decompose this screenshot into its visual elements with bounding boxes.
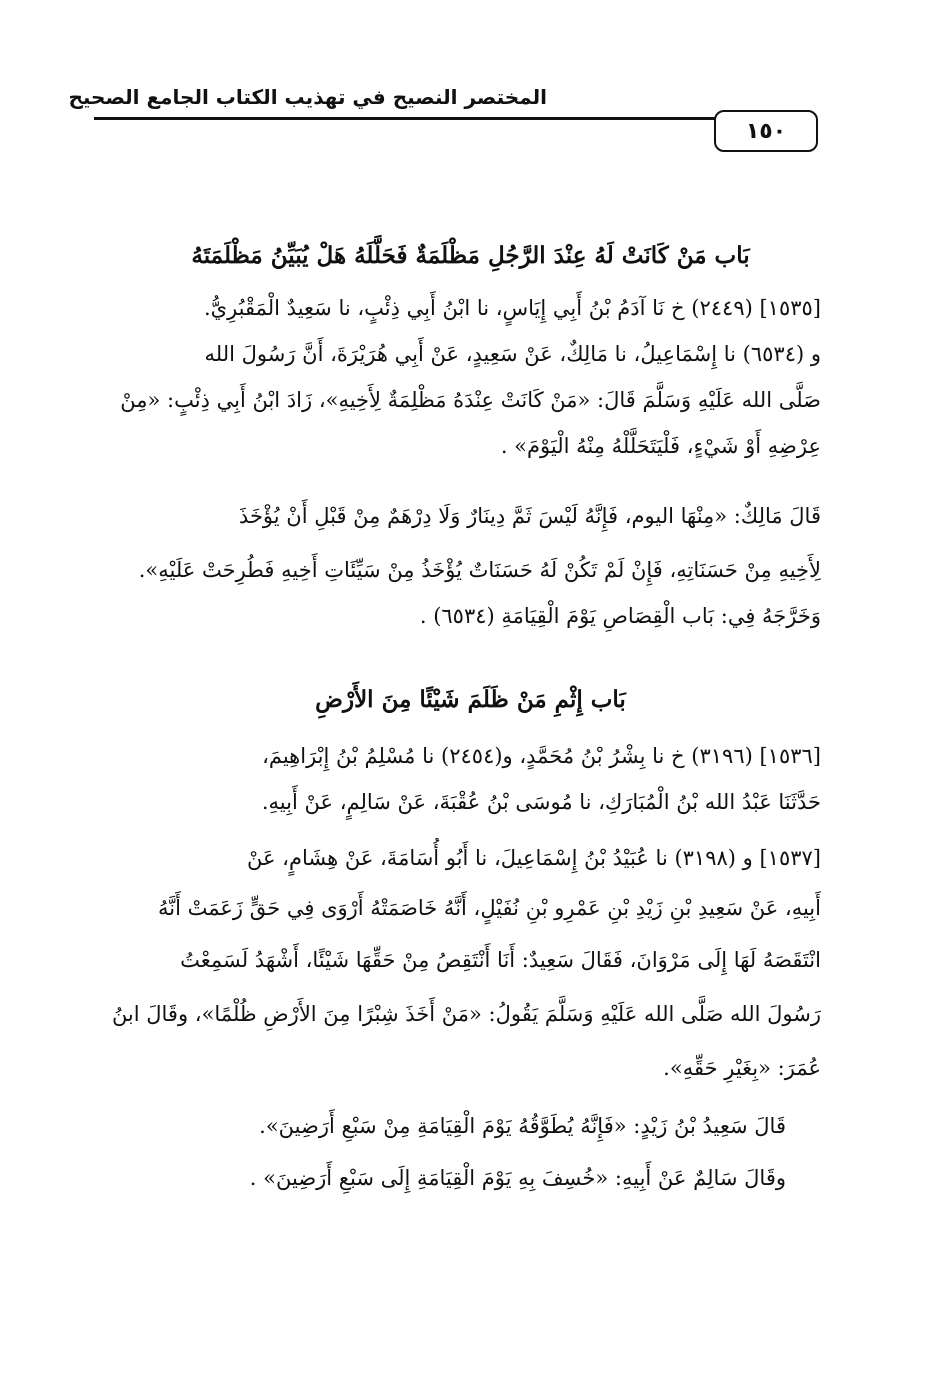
hadith-line: وقَالَ سَالِمٌ عَنْ أَبِيهِ: «خُسِفَ بِهِ يَوْمَ الْقِيَامَةِ إِلَى سَبْعِ أَرَضِينَ» .: [249, 1166, 786, 1190]
hadith-line: انْتَقَصَهُ لَهَا إِلَى مَرْوَانَ، فَقَالَ سَعِيدٌ: أَنَا أَنْتَقِصُ مِنْ حَقِّهَا شَيْئًا، أَشْهَدُ لَسَمِعْتُ: [180, 948, 821, 972]
header-rule: [94, 117, 716, 120]
hadith-line: وَخَرَّجَهُ فِي: بَاب الْقِصَاصِ يَوْمَ الْقِيَامَةِ (٦٥٣٤) .: [419, 604, 821, 628]
hadith-line: صَلَّى الله عَلَيْهِ وَسَلَّمَ قَالَ: «مَنْ كَانَتْ عِنْدَهُ مَظْلِمَةٌ لِأَخِيهِ»، زَادَ ابْنُ أَبِي ذِئْبٍ: «مِنْ: [120, 388, 821, 412]
hadith-line: [١٥٣٥] (٢٤٤٩) خ نَا آدَمُ بْنُ أَبِي إِيَاسٍ، نا ابْنُ أَبِي ذِئْبٍ، نا سَعِيدٌ الْمَقْبُرِيُّ.: [203, 296, 821, 320]
hadith-line: [١٥٣٦] (٣١٩٦) خ نا بِشْرُ بْنُ مُحَمَّدٍ، و(٢٤٥٤) نا مُسْلِمُ بْنُ إِبْرَاهِيمَ،: [262, 744, 821, 768]
page-number: ١٥٠: [714, 110, 818, 152]
hadith-line: لِأَخِيهِ مِنْ حَسَنَاتِهِ، فَإِنْ لَمْ تَكُنْ لَهُ حَسَنَاتٌ يُؤْخَذُ مِنْ سَيِّئَاتِ أَخِيهِ فَطُرِحَتْ عَلَيْهِ».: [138, 558, 821, 582]
hadith-line: عُمَرَ: «بِغَيْرِ حَقِّهِ».: [663, 1056, 821, 1080]
hadith-line: [١٥٣٧] و (٣١٩٨) نا عُبَيْدُ بْنُ إِسْمَاعِيلَ، نا أَبُو أُسَامَةَ، عَنْ هِشَامٍ، عَنْ: [246, 846, 821, 870]
hadith-line: و (٦٥٣٤) نا إِسْمَاعِيلُ، نا مَالِكٌ، عَنْ سَعِيدٍ، عَنْ أَبِي هُرَيْرَةَ، أَنَّ رَسُولَ الله: [204, 342, 821, 366]
hadith-line: عِرْضِهِ أَوْ شَيْءٍ، فَلْيَتَحَلَّلْهُ مِنْهُ الْيَوْمَ» .: [500, 434, 821, 458]
section-title-1: بَاب مَنْ كَانَتْ لَهُ عِنْدَ الرَّجُلِ مَظْلَمَةٌ فَحَلَّلَهُ هَلْ يُبَيِّنُ مَظْلَمَتَهُ: [191, 242, 750, 269]
hadith-line: رَسُولَ الله صَلَّى الله عَلَيْهِ وَسَلَّمَ يَقُولُ: «مَنْ أَخَذَ شِبْرًا مِنَ الأَرْضِ ظُلْمًا»، وقَالَ ابنُ: [111, 1002, 821, 1026]
hadith-line: قَالَ مَالِكٌ: «مِنْهَا اليوم، فَإِنَّهُ لَيْسَ ثَمَّ دِينَارٌ وَلَا دِرْهَمٌ مِنْ قَبْلِ أَنْ يُؤْخَذَ: [238, 504, 821, 528]
hadith-line: أَبِيهِ، عَنْ سَعِيدِ بْنِ زَيْدِ بْنِ عَمْرِو بْنِ نُفَيْلٍ، أَنَّهُ خَاصَمَتْهُ أَرْوَى فِي حَقٍّ زَعَمَتْ أَنَّهُ: [157, 896, 821, 920]
hadith-line: قَالَ سَعِيدُ بْنُ زَيْدٍ: «فَإِنَّهُ يُطَوَّقُهُ يَوْمَ الْقِيَامَةِ مِنْ سَبْعِ أَرَضِينَ».: [259, 1114, 786, 1138]
hadith-line: حَدَّثَنَا عَبْدُ الله بْنُ الْمُبَارَكِ، نا مُوسَى بْنُ عُقْبَةَ، عَنْ سَالِمٍ، عَنْ أَبِيهِ.: [261, 790, 821, 814]
section-title-2: بَاب إِثْمِ مَنْ ظَلَمَ شَيْئًا مِنَ الأَرْضِ: [315, 686, 626, 713]
running-header-title: المختصر النصيح في تهذيب الكتاب الجامع الصحيح: [68, 85, 547, 109]
